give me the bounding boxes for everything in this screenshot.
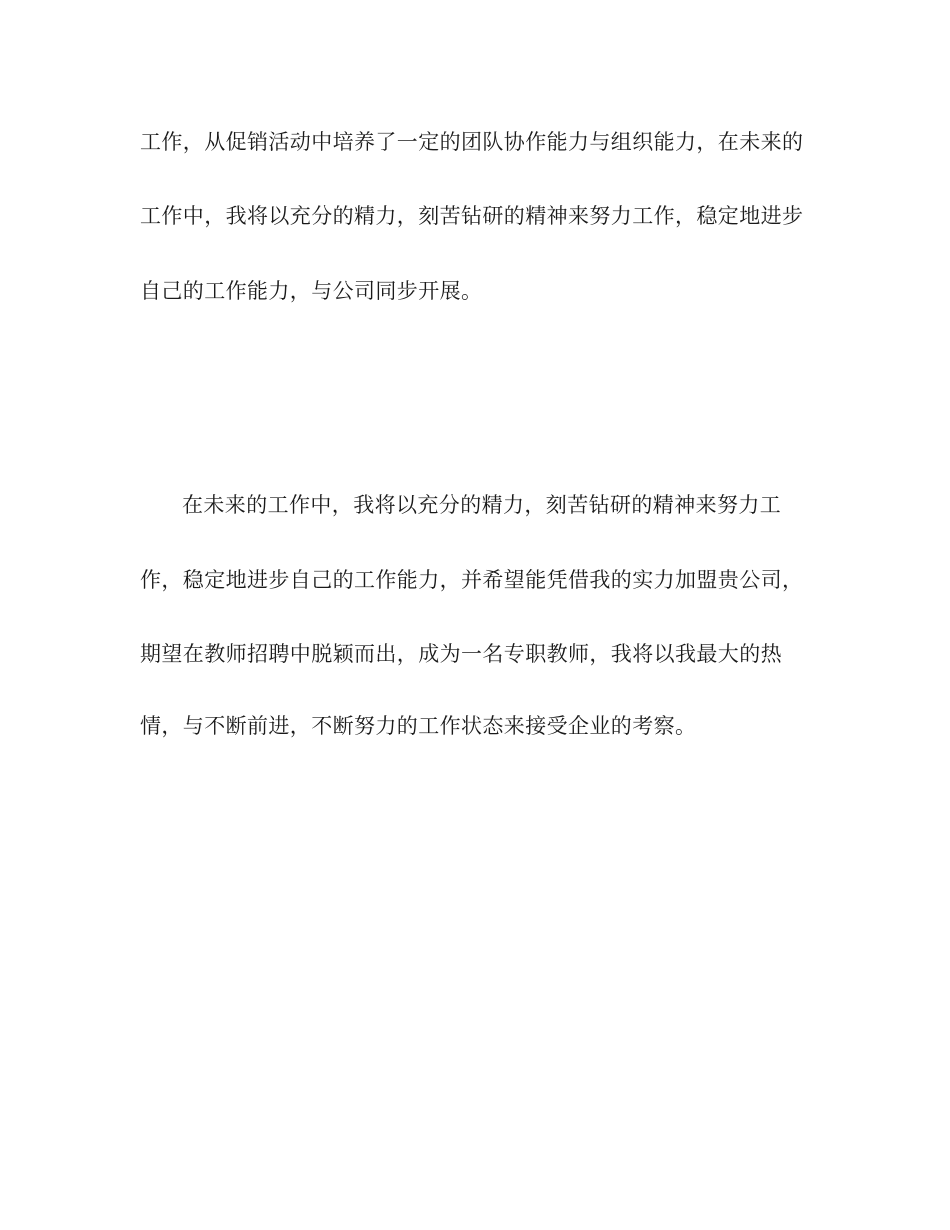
paragraph-1-line-3: 自己的工作能力，与公司同步开展。 xyxy=(140,279,483,303)
paragraph-2-line-2: 作，稳定地进步自己的工作能力，并希望能凭借我的实力加盟贵公司， xyxy=(140,568,804,592)
paragraph-2-line-1: 在未来的工作中，我将以充分的精力，刻苦钻研的精神来努力工 xyxy=(182,493,782,517)
paragraph-2-line-3: 期望在教师招聘中脱颖而出，成为一名专职教师，我将以我最大的热 xyxy=(140,642,782,666)
paragraph-1-line-1: 工作，从促销活动中培养了一定的团队协作能力与组织能力，在未来的 xyxy=(140,130,804,154)
paragraph-2-line-4: 情，与不断前进，不断努力的工作状态来接受企业的考察。 xyxy=(140,714,697,738)
paragraph-1-line-2: 工作中，我将以充分的精力，刻苦钻研的精神来努力工作，稳定地进步 xyxy=(140,204,804,228)
